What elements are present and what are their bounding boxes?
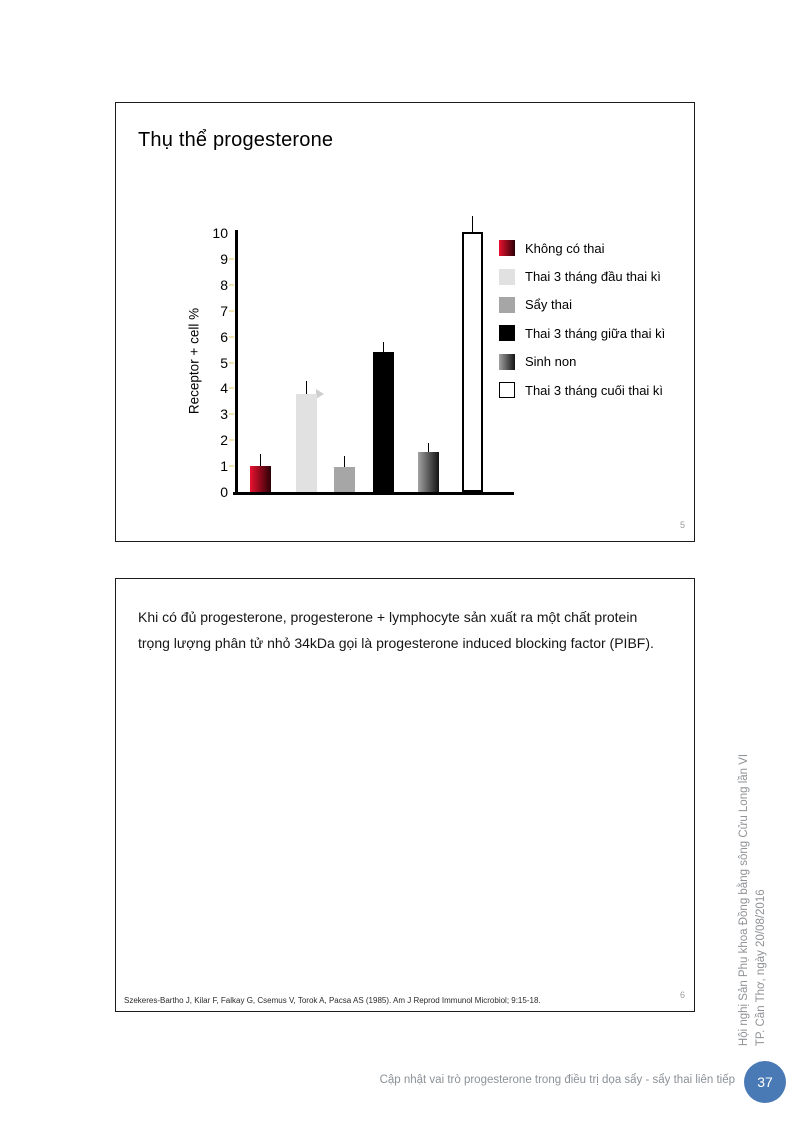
legend-label: Thai 3 tháng giữa thai kì bbox=[525, 325, 666, 341]
legend-row bbox=[499, 348, 665, 376]
y-tick-label: 9 bbox=[220, 250, 228, 267]
y-axis-line bbox=[235, 230, 238, 495]
bar-6 bbox=[462, 232, 483, 492]
y-tick-label: 5 bbox=[220, 354, 228, 371]
error-whisker bbox=[344, 456, 346, 468]
slide-progesterone-receptor bbox=[115, 102, 695, 542]
legend-label: Thai 3 tháng cuối thai kì bbox=[525, 382, 664, 398]
y-tick-mark bbox=[229, 413, 234, 415]
slide-page-number: 5 bbox=[679, 520, 685, 530]
y-tick-mark bbox=[229, 284, 234, 286]
y-axis-label: Receptor + cell % bbox=[186, 307, 202, 415]
y-tick-mark bbox=[229, 439, 234, 441]
sidebar-line: TP. Cần Thơ, ngày 20/08/2016 bbox=[755, 889, 767, 1047]
error-whisker bbox=[260, 454, 262, 466]
citation: Szekeres-Bartho J, Kilar F, Falkay G, Csemus V, Torok A, Pacsa AS (1985). Am J Reprod Immunol Microbiol; 9:15-18. bbox=[124, 996, 541, 1005]
legend-label: Sinh non bbox=[525, 354, 577, 370]
y-tick-label: 7 bbox=[220, 302, 228, 319]
legend-swatch bbox=[499, 382, 515, 398]
y-tick-label: 1 bbox=[220, 458, 228, 475]
error-whisker bbox=[428, 443, 430, 452]
slide-pibf-text bbox=[115, 578, 695, 1012]
bar-1 bbox=[250, 466, 271, 492]
footer-title: Cập nhật vai trò progesterone trong điều trị dọa sẩy - sẩy thai liên tiếp bbox=[379, 1074, 735, 1086]
y-tick-mark bbox=[229, 336, 234, 338]
error-whisker bbox=[472, 216, 474, 232]
page-number: 37 bbox=[757, 1074, 773, 1090]
slide-title: Thụ thể progesterone bbox=[138, 129, 334, 151]
legend-swatch bbox=[499, 269, 515, 285]
y-tick-label: 0 bbox=[220, 484, 228, 500]
y-tick-mark bbox=[229, 362, 234, 364]
x-axis-line bbox=[233, 492, 514, 495]
sidebar-line: Hội nghị Sản Phụ khoa Đồng bằng sông Cửu Long lần VI bbox=[738, 753, 750, 1047]
body-text-line: trọng lượng phân tử nhỏ 34kDa gọi là progesterone induced blocking factor (PIBF). bbox=[138, 634, 654, 651]
page-number-badge bbox=[744, 1061, 786, 1103]
y-tick-mark bbox=[229, 387, 234, 389]
y-tick-mark bbox=[229, 310, 234, 312]
legend-row bbox=[499, 291, 665, 319]
bar-3 bbox=[334, 467, 355, 492]
y-tick-label: 3 bbox=[220, 406, 228, 423]
legend-swatch bbox=[499, 354, 515, 370]
legend-swatch bbox=[499, 297, 515, 313]
bar-4 bbox=[373, 352, 394, 492]
y-tick-mark bbox=[229, 465, 234, 467]
legend-swatch bbox=[499, 325, 515, 341]
legend-label: Sẩy thai bbox=[525, 297, 572, 313]
legend-row bbox=[499, 376, 665, 404]
y-tick-label: 4 bbox=[220, 380, 228, 397]
bar-2 bbox=[296, 394, 317, 492]
body-text-line: Khi có đủ progesterone, progesterone + lymphocyte sản xuất ra một chất protein bbox=[138, 609, 638, 625]
cursor-artifact-icon bbox=[316, 389, 324, 399]
error-whisker bbox=[306, 381, 308, 394]
y-tick-label: 2 bbox=[220, 432, 228, 449]
y-tick-mark bbox=[229, 258, 234, 260]
chart-legend bbox=[499, 234, 665, 404]
legend-row bbox=[499, 234, 665, 262]
body-text bbox=[138, 605, 654, 656]
bar-chart bbox=[116, 103, 694, 541]
legend-label: Thai 3 tháng đầu thai kì bbox=[525, 269, 661, 285]
y-tick-label: 8 bbox=[220, 276, 228, 293]
legend-label: Không có thai bbox=[525, 240, 605, 256]
legend-row bbox=[499, 262, 665, 290]
bar-5 bbox=[418, 452, 439, 492]
y-tick-label: 10 bbox=[212, 225, 228, 241]
slide-page-number: 6 bbox=[679, 990, 685, 1000]
sidebar-vertical-text bbox=[736, 754, 770, 1046]
legend-swatch bbox=[499, 240, 515, 256]
y-tick-label: 6 bbox=[220, 328, 228, 345]
legend-row bbox=[499, 319, 665, 347]
error-whisker bbox=[383, 342, 385, 352]
